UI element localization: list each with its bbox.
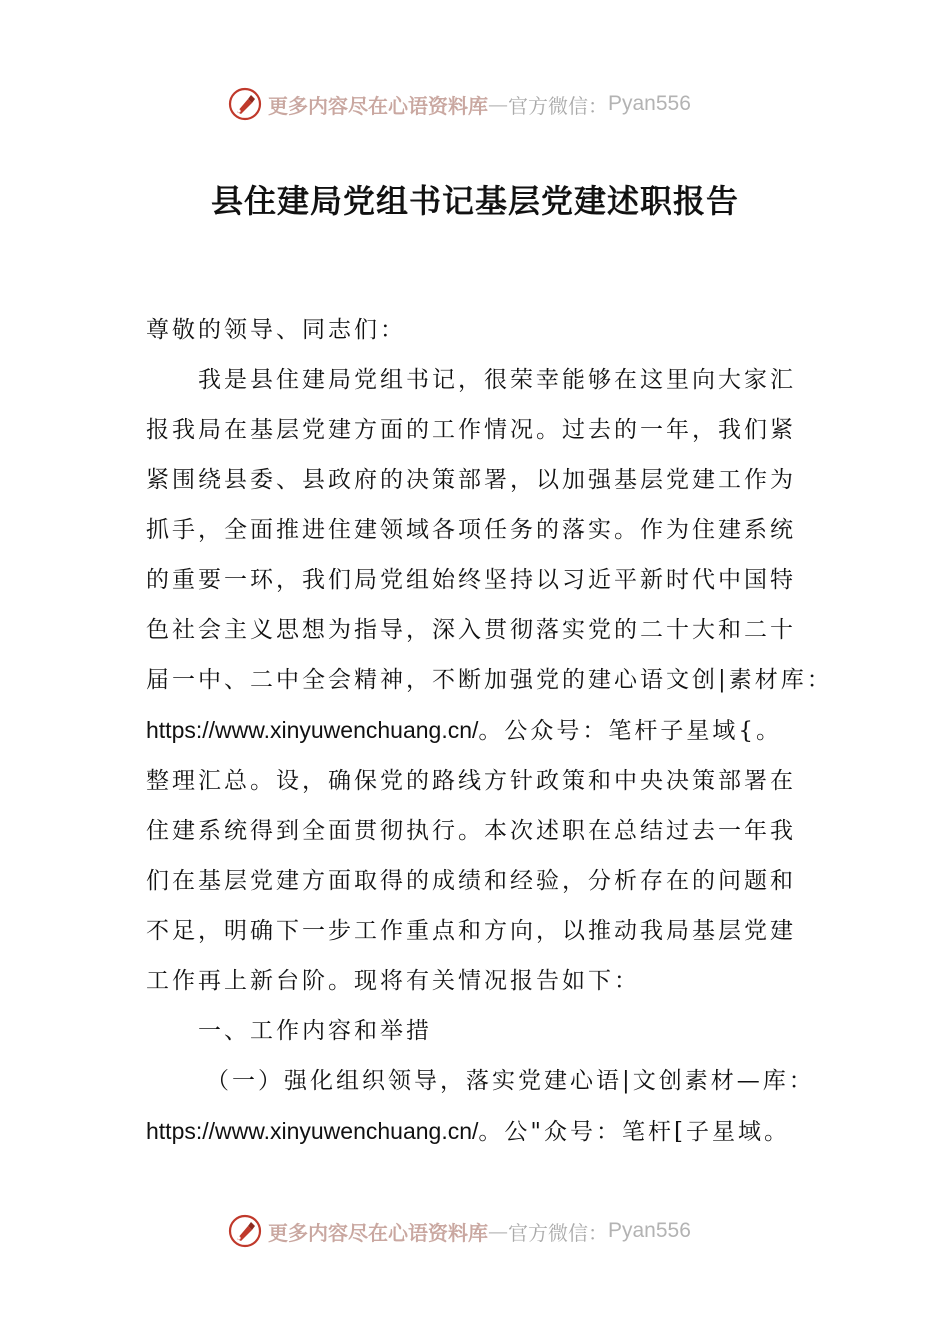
paragraph-line: 报我局在基层党建方面的工作情况。过去的一年，我们紧: [146, 417, 796, 443]
url-line-rest: 。公众号：笔杆子星域{。: [478, 718, 783, 744]
watermark-contact-label: 官方微信：: [508, 1220, 608, 1245]
watermark-contact-label: 官方微信：: [508, 93, 608, 118]
url-line-rest: 。公"众号：笔杆[子星域。: [478, 1119, 790, 1145]
document-body: [146, 305, 833, 1157]
paragraph-line: 抓手，全面推进住建领域各项任务的落实。作为住建系统: [146, 517, 796, 543]
watermark-handle: Pyan556: [608, 1219, 691, 1242]
paragraph-line-url: [146, 1106, 811, 1157]
url-link[interactable]: https://www.xinyuwenchuang.cn/: [146, 717, 479, 743]
url-link[interactable]: https://www.xinyuwenchuang.cn/: [146, 1118, 479, 1144]
paragraph-line: 的重要一环，我们局党组始终坚持以习近平新时代中国特: [146, 567, 796, 593]
paragraph-line-url: [146, 705, 811, 756]
watermark-brand: 更多内容尽在心语资料库: [268, 1220, 488, 1245]
subsection-heading: （一）强化组织领导，落实党建心语|文创素材—库：: [206, 1068, 815, 1094]
watermark-dash: —: [488, 1219, 508, 1243]
paragraph-line: 紧围绕县委、县政府的决策部署，以加强基层党建工作为: [146, 467, 796, 493]
paragraph-line: 我是县住建局党组书记，很荣幸能够在这里向大家汇: [198, 367, 796, 393]
watermark-dash: —: [488, 92, 508, 116]
paragraph-line: 色社会主义思想为指导，深入贯彻落实党的二十大和二十: [146, 617, 796, 643]
salutation: 尊敬的领导、同志们：: [146, 317, 406, 343]
section-heading: 一、工作内容和举措: [198, 1018, 432, 1044]
paragraph-line: 整理汇总。设，确保党的路线方针政策和中央决策部署在: [146, 768, 796, 794]
paragraph-line: 工作再上新台阶。现将有关情况报告如下：: [146, 968, 640, 994]
paragraph-line: 届一中、二中全会精神，不断加强党的建心语文创|素材库：: [146, 667, 833, 693]
watermark-handle: Pyan556: [608, 92, 691, 115]
fountain-pen-icon: [228, 1214, 262, 1248]
header-watermark: [228, 84, 748, 124]
document-title: 县住建局党组书记基层党建述职报告: [210, 182, 739, 220]
fountain-pen-icon: [228, 87, 262, 121]
paragraph-line: 住建系统得到全面贯彻执行。本次述职在总结过去一年我: [146, 818, 796, 844]
footer-watermark: [228, 1211, 748, 1251]
paragraph-line: 不足，明确下一步工作重点和方向，以推动我局基层党建: [146, 918, 796, 944]
paragraph-line: 们在基层党建方面取得的成绩和经验，分析存在的问题和: [146, 868, 796, 894]
watermark-brand: 更多内容尽在心语资料库: [268, 93, 488, 118]
